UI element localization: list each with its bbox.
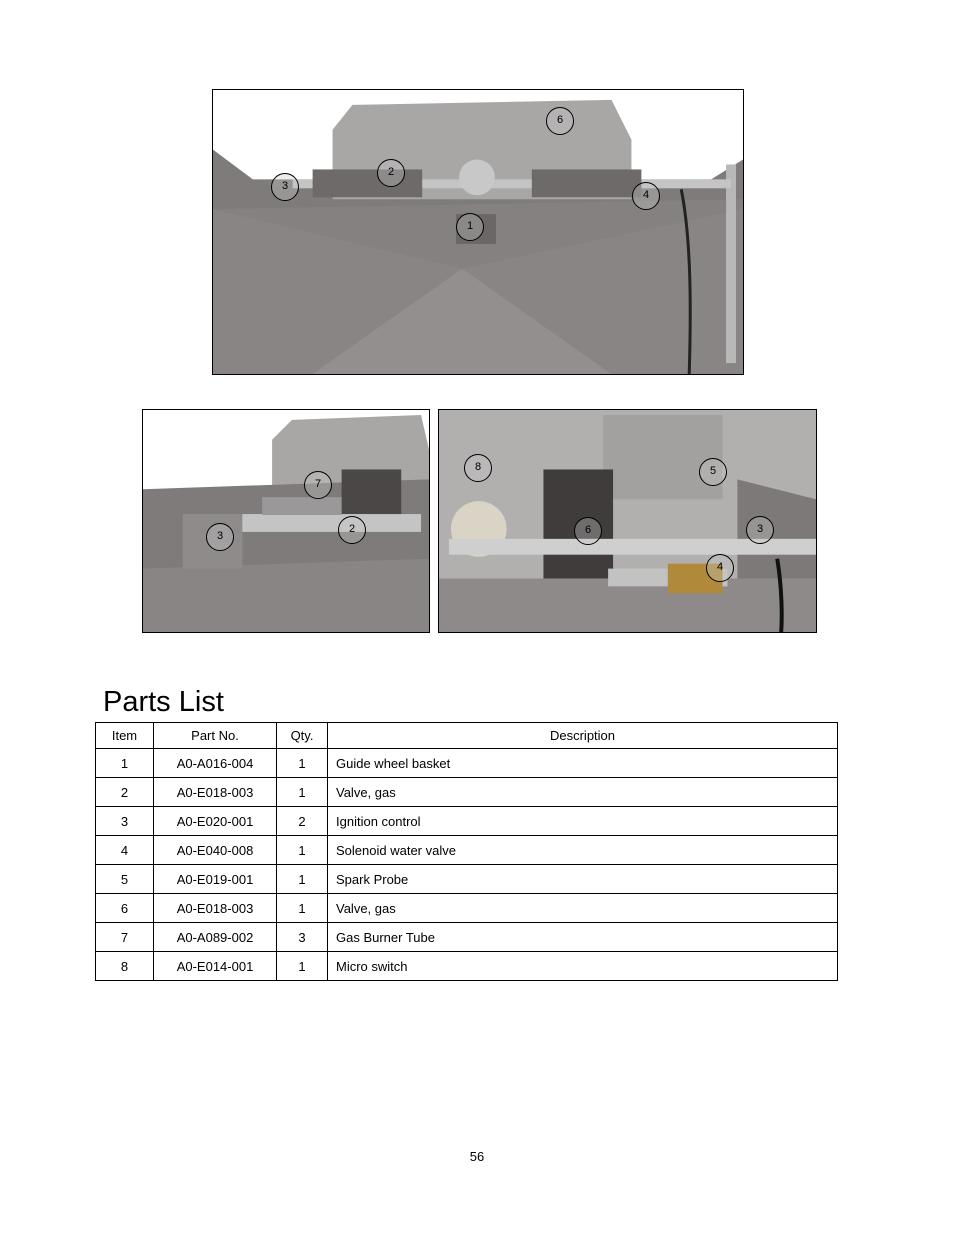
cell-qty: 1 [277,836,328,865]
table-row [96,865,838,894]
bottom-left-callout-2: 2 [338,516,366,544]
header-part-no: Part No. [154,723,277,749]
cell-description: Guide wheel basket [328,749,838,778]
cell-description: Spark Probe [328,865,838,894]
cell-description: Ignition control [328,807,838,836]
cell-item: 2 [96,778,154,807]
table-row [96,952,838,981]
parts-list-title: Parts List [103,686,224,718]
bottom-right-callout-5: 5 [699,458,727,486]
bottom-right-callout-8: 8 [464,454,492,482]
bottom-left-photo [142,409,430,633]
table-row [96,778,838,807]
cell-qty: 1 [277,894,328,923]
table-row [96,836,838,865]
page-number: 56 [469,1149,485,1164]
cell-item: 1 [96,749,154,778]
cell-qty: 3 [277,923,328,952]
top-callout-3: 3 [271,173,299,201]
cell-qty: 2 [277,807,328,836]
table-row [96,749,838,778]
cell-part-no: A0-E018-003 [154,778,277,807]
cell-item: 4 [96,836,154,865]
cell-item: 5 [96,865,154,894]
header-item: Item [96,723,154,749]
table-row [96,807,838,836]
cell-part-no: A0-E014-001 [154,952,277,981]
bottom-right-callout-3: 3 [746,516,774,544]
table-row [96,894,838,923]
table-row [96,923,838,952]
cell-part-no: A0-A089-002 [154,923,277,952]
cell-item: 7 [96,923,154,952]
bottom-right-callout-4: 4 [706,554,734,582]
cell-qty: 1 [277,749,328,778]
cell-qty: 1 [277,952,328,981]
cell-description: Valve, gas [328,894,838,923]
top-callout-1: 1 [456,213,484,241]
header-qty: Qty. [277,723,328,749]
cell-part-no: A0-E020-001 [154,807,277,836]
parts-table [95,722,838,981]
cell-item: 3 [96,807,154,836]
parts-table-header-row [96,723,838,749]
cell-part-no: A0-E040-008 [154,836,277,865]
cell-part-no: A0-A016-004 [154,749,277,778]
cell-description: Gas Burner Tube [328,923,838,952]
cell-part-no: A0-E019-001 [154,865,277,894]
cell-description: Micro switch [328,952,838,981]
top-callout-2: 2 [377,159,405,187]
bottom-left-photo-illustration [143,410,429,632]
cell-qty: 1 [277,865,328,894]
cell-item: 8 [96,952,154,981]
cell-item: 6 [96,894,154,923]
cell-description: Valve, gas [328,778,838,807]
bottom-right-callout-6: 6 [574,517,602,545]
bottom-left-callout-7: 7 [304,471,332,499]
cell-qty: 1 [277,778,328,807]
cell-part-no: A0-E018-003 [154,894,277,923]
top-callout-4: 4 [632,182,660,210]
bottom-left-callout-3: 3 [206,523,234,551]
top-callout-6: 6 [546,107,574,135]
cell-description: Solenoid water valve [328,836,838,865]
header-description: Description [328,723,838,749]
